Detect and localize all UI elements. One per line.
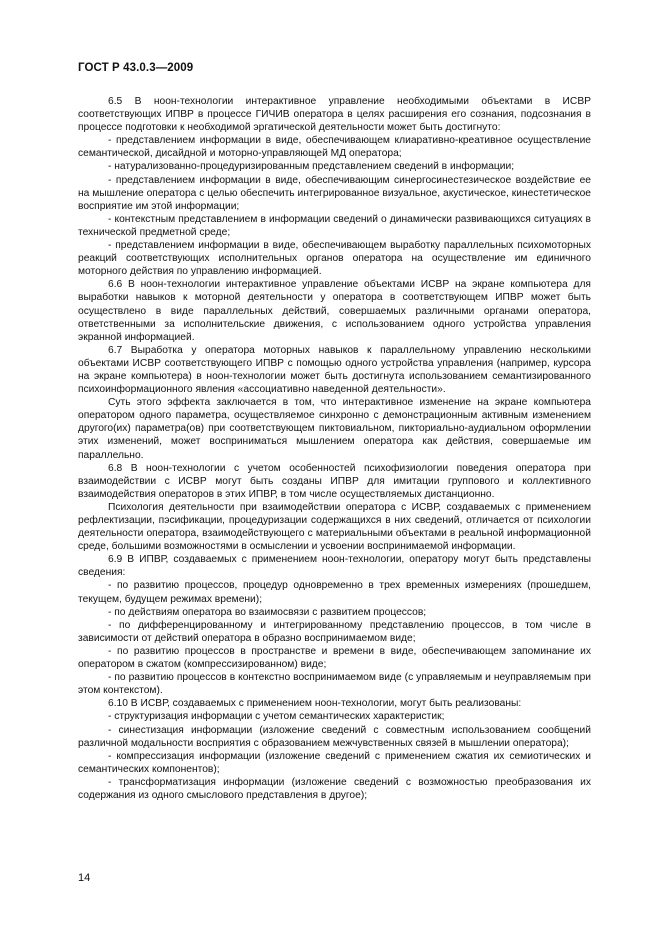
paragraph: 6.10 В ИСВР, создаваемых с применением ноон-технологии, могут быть реализованы: (108, 698, 522, 710)
paragraph: 6.5 В ноон-технологии интерактивное управление необходимыми объектами в ИСВР соответствующих ИПВР в процессе ГИЧИВ оператора в целях расширения его сознания, подсознания в процессе подготовки к необходимой эргатической деятельности может быть достигнуто: (78, 96, 591, 134)
paragraph: - по действиям оператора во взаимосвязи с развитием процессов; (108, 606, 427, 618)
standard-header: ГОСТ Р 43.0.3—2009 (78, 62, 194, 74)
paragraph: - контекстным представлением в информации сведений о динамически развивающихся ситуациях в технической предметной среде; (78, 213, 591, 238)
paragraph: - трансформатизация информации (изложение сведений с возможностью преобразования их содержания из одного смыслового представления в другое); (78, 776, 591, 801)
paragraph: - по дифференцированному и интегрированному представлению процессов, в том числе в зависимости от действий оператора в образно воспринимаемом виде; (78, 619, 591, 644)
body-text (78, 95, 591, 802)
paragraph: Психология деятельности при взаимодействии оператора с ИСВР, создаваемых с применением рефлектизации, пэсификации, процедуризации содержащихся в них сведений, отличается от психологии деятельности оператора, взаимодействующего с материальными объектами в реальной информационной среде, большими возможностями в осмыслении и усвоении воспринимаемой информации. (78, 501, 591, 553)
paragraph: - по развитию процессов в пространстве и времени в виде, обеспечивающем запоминание их оператором в сжатом (компрессизированном) виде; (78, 645, 591, 671)
paragraph: 6.7 Выработка у оператора моторных навыков к параллельному управлению несколькими объектами ИСВР соответствующего ИПВР с помощью одного устройства управления (например, курсора на экране компьютера) в ноон-технологии может быть достигнута использованием семантизированного психоинформационного явления «ассоциативно наведенной деятельности». (78, 344, 591, 396)
paragraph: 6.8 В ноон-технологии с учетом особенностей психофизиологии поведения оператора при взаимодействии с ИСВР могут быть созданы ИПВР для имитации группового и коллективного взаимодействия операторов в этих ИПВР, в том числе осуществляемых дистанционно. (78, 462, 591, 500)
paragraph: - компрессизация информации (изложение сведений с применением сжатия их семиотических и семантических компонентов); (78, 750, 591, 775)
paragraph: - по развитию процессов, процедур одновременно в трех временных измерениях (прошедшем, текущем, будущем режимах времени); (78, 580, 591, 605)
paragraph: 6.9 В ИПВР, создаваемых с применением ноон-технологии, оператору могут быть представлены сведения: (78, 554, 591, 579)
page-number: 14 (78, 872, 91, 884)
paragraph: - структуризация информации с учетом семантических характеристик; (108, 711, 445, 723)
paragraph: 6.6 В ноон-технологии интерактивное управление объектами ИСВР на экране компьютера для выработки навыков к моторной деятельности у оператора в соответствующем ИПВР может быть осуществлено в виде параллельных действий, совершаемых различными органами оператора, ответственными за исполнительские движения, с использованием одного устройства управления экранной информацией. (78, 279, 591, 343)
paragraph: - синестизация информации (изложение сведений с совместным использованием сообщений различной модальности восприятия с образованием межчувственных связей в мышлении оператора); (78, 724, 591, 749)
paragraph: - натурализованно-процедуризированным представлением сведений в информации; (108, 161, 515, 173)
paragraph: Суть этого эффекта заключается в том, что интерактивное изменение на экране компьютера оператором одного параметра, осуществляемое синхронно с демонстрационным активным изменением другого(их) параметра(ов) при соответствующем пиктовиальном, пикториально-аудиальном оформлении этих изменений, может восприниматься мышлением оператора как действия, совершаемые им параллельно. (78, 397, 591, 461)
paragraph: - представлением информации в виде, обеспечивающем клиаративно-креативное осуществление семантической, дисайдной и моторно-управляющей МД оператора; (78, 135, 591, 160)
paragraph: - представлением информации в виде, обеспечивающем выработку параллельных психомоторных реакций соответствующих исполнительных органов оператора на осуществление им единичного моторного действия по управлению информацией. (78, 240, 591, 278)
paragraph: - по развитию процессов в контекстно воспринимаемом виде (с управляемым и неуправляемым при этом контекстом). (78, 672, 591, 697)
paragraph: - представлением информации в виде, обеспечивающим синергосинестезическое воздействие ее на мышление оператора с целью обеспечить интегрированное визуальное, акустическое, кинестетическое восприятие им этой информации; (78, 174, 591, 212)
